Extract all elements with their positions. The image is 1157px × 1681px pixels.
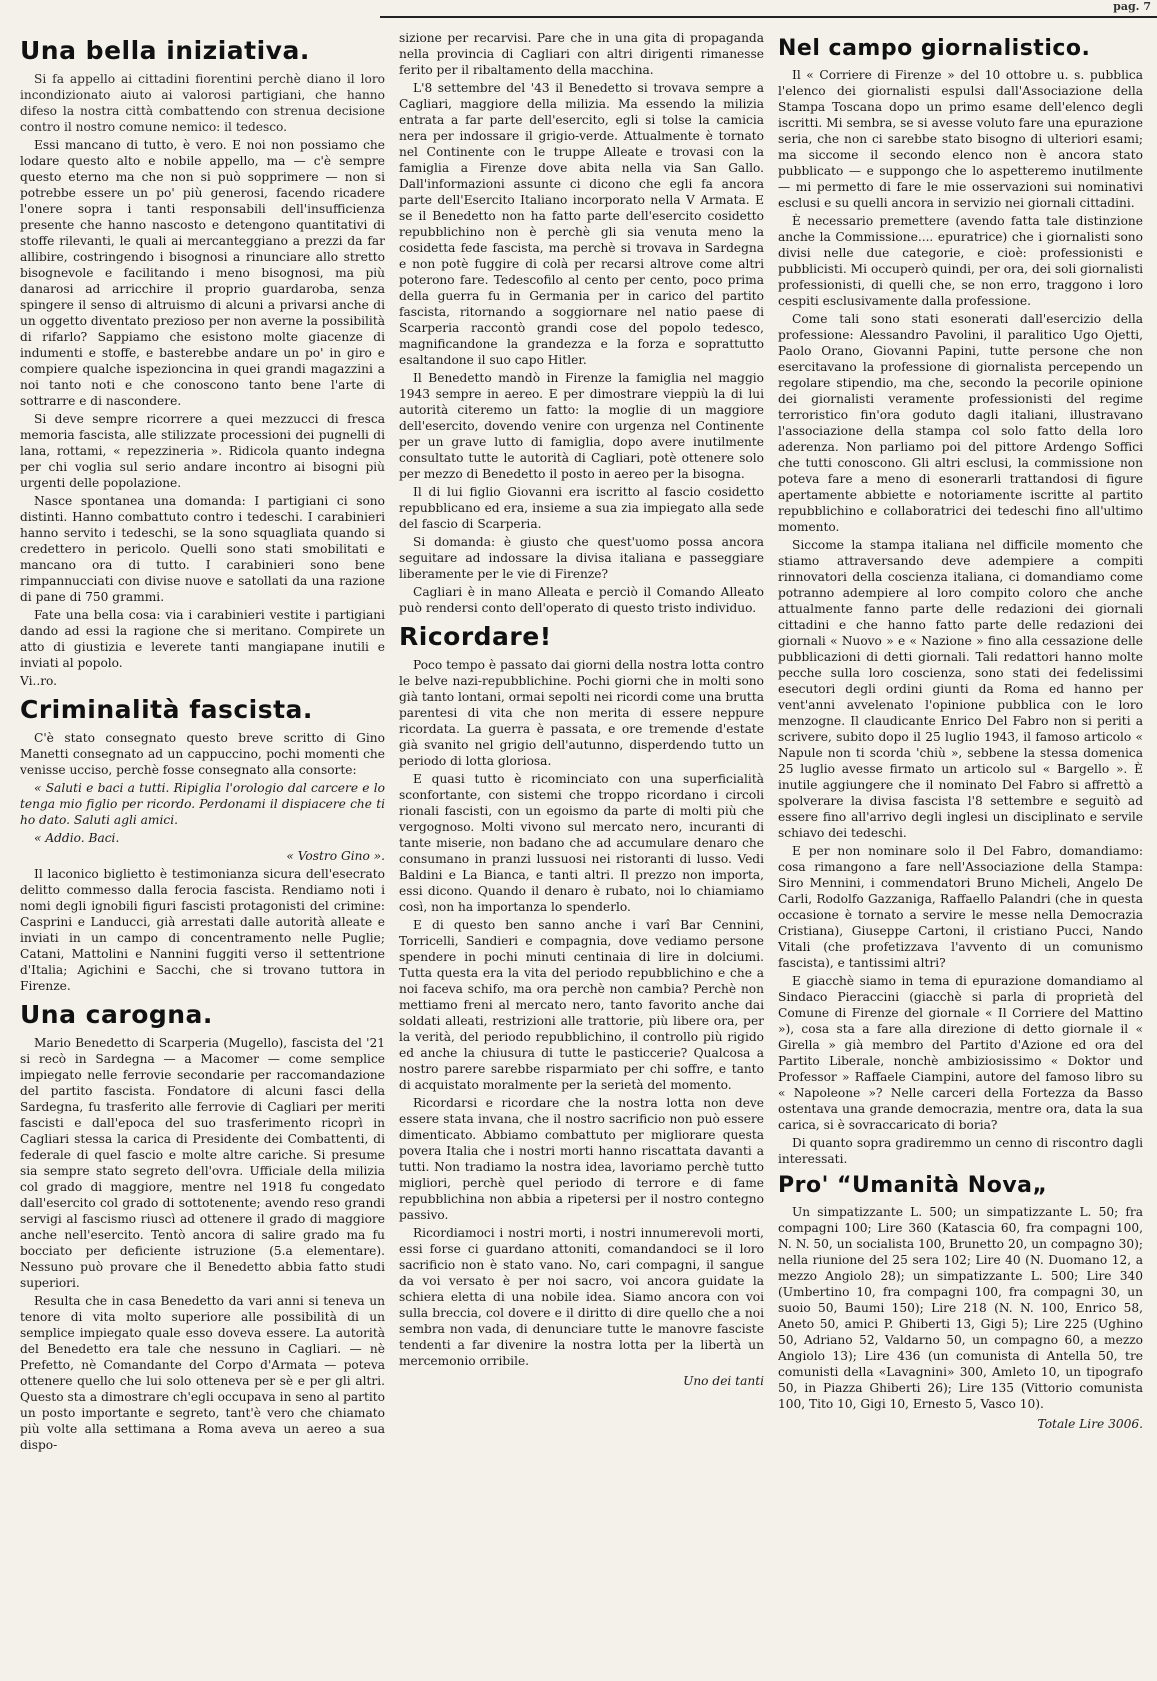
paragraph: E di questo ben sanno anche i varî Bar Cennini, Torricelli, Sandieri e compagnia, dove vediamo persone spendere in pochi minuti centinaia di lire in dolciumi. Tutta questa era la vita del periodo repubblichino e che a noi faceva schifo, ma ora perchè non cambia? Perchè non mettiamo freni al mercato nero, tanto favorito anche dai soldati alleati, restrizioni alle trattorie, più libere ora, per la verità, del periodo repubblichino, il controllo più rigido ed anche la chiusura di tutte le pasticcerie? Qualcosa a nostro parere sarebbe risparmiato per chi soffre, e tanto di acquistato moralmente per la serietà del momento. xyxy=(399,918,764,1092)
paragraph: Di quanto sopra gradiremmo un cenno di riscontro dagli interessati. xyxy=(778,1136,1143,1166)
paragraph: Come tali sono stati esonerati dall'esercizio della professione: Alessandro Pavolini, il paralitico Ugo Ojetti, Paolo Orano, Giovanni Papini, tutte persone che non esercitavano la professione di giornalista percependo un regolare stipendio, ma che, secondo la pecorile opinione dei giornalisti veramente professionisti del regime terroristico fin'ora goduto dagli italiani, illustravano l'associazione della stampa col solo fatto della loro aderenza. Non parliamo poi del pittore Ardengo Soffici che tutti conoscono. Gli altri esclusi, la commissione non poteva fare a meno di esonerarli trattandosi di figure apertamente abbiette e notoriamente iscritte al partito repubblichino e collaboratrici dei tedeschi fino all'ultimo momento. xyxy=(778,312,1143,534)
page-number: pag. 7 xyxy=(1113,0,1151,13)
article-title-una-carogna: Una carogna. xyxy=(20,1000,213,1029)
article-title-bella-iniziativa: Una bella iniziativa. xyxy=(20,36,310,65)
donation-list: Un simpatizzante L. 500; un simpatizzante L. 50; fra compagni 100; Lire 360 (Katascia 60, fra compagni 100, N. N. 50, un socialista 100, Brunetto 20, un compagno 30); nella riunione del 25 sera 102; Lire 40 (N. Duomano 12, a mezzo Angiolo 28); un simpatizzante L. 500; Lire 340 (Umbertino 10, fra compagni 100, fra compagni 30, un suoio 50, Baumi 150); Lire 218 (N. N. 100, Enrico 58, Aneto 50, amici P. Ghiberti 13, Gigi 5); Lire 225 (Ughino 50, Adriano 52, Valdarno 50, un compagno 60, a mezzo Angiolo 13); Lire 436 (un comunista di Antella 50, tre comunisti della «Lavagnini» 300, Amleto 10, un tipografo 50, in Piazza Ghiberti 26); Lire 135 (Vittorio comunista 100, Tito 10, Gigi 10, Ernesto 5, Vasco 10). xyxy=(778,1205,1143,1411)
paragraph: Poco tempo è passato dai giorni della nostra lotta contro le belve nazi-repubblichine. Pochi giorni che in molti sono già tanto lontani, ormai sepolti nei ricordi come una brutta parentesi di vita che non merita di essere neppure ricordata. La guerra è passata, e ore tremende d'estate già svanito nel grigio dell'autunno, disperdendo tutto un periodo di lotta gloriosa. xyxy=(399,658,764,768)
paragraph: Il « Corriere di Firenze » del 10 ottobre u. s. pubblica l'elenco dei giornalisti espulsi dall'Associazione della Stampa Toscana dopo un primo esame dell'elenco degli iscritti. Mi sembra, se si avesse voluto fare una epurazione seria, che non ci sarebbe stato bisogno di ulteriori esami; ma siccome il secondo elenco non è ancora stato pubblicato — e suppongo che lo aspetteremo inutilmente — mi permetto di fare le mie osservazioni sui nominativi esclusi e su quelli ancora in servizio nei giornali cittadini. xyxy=(778,68,1143,210)
article-signature: Uno dei tanti xyxy=(683,1374,764,1388)
paragraph: Fate una bella cosa: via i carabinieri vestite i partigiani dando ad essi la ragione che si meritano. Compirete un atto di giustizia e leverete tanti mangiapane inutili e inviati al popolo. xyxy=(20,608,385,670)
paragraph: Si deve sempre ricorrere a quei mezzucci di fresca memoria fascista, alle stilizzate processioni dei pugnelli di lana, rottami, « repezzineria ». Ridicola quanto indegna per chi voglia sul serio andare incontro ai bisogni più urgenti delle popolazione. xyxy=(20,412,385,490)
article-signature: Vi..ro. xyxy=(20,674,58,688)
paragraph: Cagliari è in mano Alleata e perciò il Comando Alleato può rendersi conto dell'operato di questo tristo individuo. xyxy=(399,585,764,615)
paragraph: Ricordarsi e ricordare che la nostra lotta non deve essere stata invana, che il nostro sacrificio non può essere dimenticato. Abbiamo combattuto per migliorare questa povera Italia che i nostri morti hanno riscattata davanti a tutti. Non tradiamo la nostra idea, lavoriamo perchè tutto migliori, perchè quel periodo di terrore e di fame repubblichina non abbia a ripetersi per il nostro contegno passivo. xyxy=(399,1096,764,1222)
article-title-campo-giornalistico: Nel campo giornalistico. xyxy=(778,36,1091,61)
article-body-una-carogna xyxy=(20,1035,385,1453)
column-2 xyxy=(399,30,764,1671)
article-body-campo-giornalistico xyxy=(778,67,1143,1167)
donation-total: Totale Lire 3006. xyxy=(1037,1417,1143,1431)
paragraph: « Addio. Baci. xyxy=(34,831,120,845)
paragraph: Nasce spontanea una domanda: I partigiani ci sono distinti. Hanno combattuto contro i tedeschi. I carabinieri hanno servito i tedeschi, se la sono squagliata quando si credettero in pericolo. Quelli sono stati smobilitati e mancano ora di tutto. I carabinieri sono bene rimpannucciati con divise nuove e satollati da una razione di pane di 750 grammi. xyxy=(20,494,385,604)
paragraph: Il di lui figlio Giovanni era iscritto al fascio cosidetto repubblicano ed era, insieme a sua zia impiegato alla sede del fascio di Scarperia. xyxy=(399,485,764,531)
top-rule xyxy=(380,16,1157,18)
paragraph: Si domanda: è giusto che quest'uomo possa ancora seguitare ad indossare la divisa italiana e passeggiare liberamente per le vie di Firenze? xyxy=(399,535,764,581)
paragraph: C'è stato consegnato questo breve scritto di Gino Manetti consegnato ad un cappuccino, pochi momenti che venisse ucciso, perchè fosse consegnato alla consorte: xyxy=(20,731,385,777)
paragraph: È necessario premettere (avendo fatta tale distinzione anche la Commissione.... epuratrice) che i giornalisti sono divisi nelle due categorie, e cioè: professionisti e pubblicisti. Mi occuperò quindi, per ora, dei soli giornalisti professionisti, di quelli che, se non erro, traggono i loro cespiti esclusivamente dalla professione. xyxy=(778,214,1143,308)
paragraph: Il Benedetto mandò in Firenze la famiglia nel maggio 1943 sempre in aereo. E per dimostrare vieppiù la di lui autorità citeremo un fatto: la moglie di un maggiore dell'esercito, dovendo venire con urgenza nel Continente per un grave lutto di famiglia, dopo avere inutilmente consultato tutte le autorità di Cagliari, potè ottenere solo per mezzo di Benedetto il posto in aereo per la bisogna. xyxy=(399,371,764,481)
article-title-ricordare: Ricordare! xyxy=(399,622,552,651)
paragraph: E quasi tutto è ricominciato con una superficialità sconfortante, con sistemi che troppo ricordano i circoli rionali fascisti, con un egoismo da parte di molti più che vergognoso. Molti vivono sul mercato nero, incuranti di tante miserie, non badano che ad accumulare denaro che consumano in pranzi lussuosi nei ristoranti di lusso. Vedi Baldini e La Bianca, e tanti altri. Il prezzo non importa, essi dicono. Quando il denaro è rubato, noi lo chiamiamo così, non ha importanza lo spenderlo. xyxy=(399,772,764,914)
paragraph: sizione per recarvisi. Pare che in una gita di propaganda nella provincia di Cagliari con altri dirigenti rimanesse ferito per il ribaltamento della macchina. xyxy=(399,31,764,77)
paragraph: Il laconico biglietto è testimonianza sicura dell'esecrato delitto commesso dalla ferocia fascista. Rendiamo noti i nomi degli ignobili figuri fascisti protagonisti del crimine: Casprini e Landucci, già arrestati dalle autorità alleate e inviati in un campo di concentramento nelle Puglie; Catani, Mattolini e Nannini fuggiti verso il settentrione d'Italia; Agichini e Sacchi, che si trovano tuttora in Firenze. xyxy=(20,867,385,993)
paragraph: Resulta che in casa Benedetto da vari anni si teneva un tenore di vita molto superiore alle possibilità di un semplice impiegato quale esso doveva essere. La autorità del Benedetto era tale che nessuno in Cagliari. — nè Prefetto, nè Comandante del Corpo d'Armata — poteva ottenere quello che lui solo otteneva per sè e per gli altri. Questo sta a dimostrare ch'egli occupava in seno al partito un posto importante e segreto, tant'è vero che chiamato più volte alla settimana a Roma aveva un aereo a sua dispo- xyxy=(20,1294,385,1452)
columns xyxy=(20,30,1143,1671)
paragraph: Essi mancano di tutto, è vero. E noi non possiamo che lodare questo alto e nobile appello, ma — c'è sempre questo eterno ma che non si può sopprimere — non si potrebbe essere un po' più generosi, facendo ricadere l'onere sopra i tanti responsabili dell'insufficienza presente che hanno nascosto e detengono quantitativi di stoffe rilevanti, le quali ai mercanteggiano a prezzi da far allibire, costringendo i bisognosi a rinunciare allo stretto bisognevole e facilitando i meno bisognosi, ma più danarosi ad arricchire il proprio guardaroba, senza spingere il senso di altruismo di alcuni a privarsi anche di un oggetto diventato prezioso per non averne la possibilità di rifarlo? Sappiamo che esistono molte giacenze di indumenti e stoffe, e basterebbe andare un po' in giro e compiere qualche ispezioncina in quei grandi magazzini a noi tanto noti e che conoscono tanto bene l'arte di sottrarre e di nascondere. xyxy=(20,138,385,408)
paragraph: Si fa appello ai cittadini fiorentini perchè diano il loro incondizionato aiuto ai valorosi partigiani, che hanno difeso la nostra città combattendo con strenua decisione contro il nostro comune nemico: il tedesco. xyxy=(20,72,385,134)
article-title-pro-umanita-nova: Pro' “Umanità Nova„ xyxy=(778,1173,1048,1198)
column-3 xyxy=(778,30,1143,1671)
paragraph: Ricordiamoci i nostri morti, i nostri innumerevoli morti, essi forse ci guardano attoniti, comandandoci se il loro sacrificio non è stato vano. No, cari compagni, il sangue da voi versato è per noi sacro, voi ancora guidate la schiera eletta di una nobile idea. Siamo ancora con voi sulla breccia, col dovere e il diritto di dire quello che a noi sembra non vada, di denunciare tutte le manovre fasciste tendenti a far divenire la nostra lotta per la libertà un mercemonio orribile. xyxy=(399,1226,764,1368)
paragraph: E per non nominare solo il Del Fabro, domandiamo: cosa rimangono a fare nell'Associazione della Stampa: Siro Mennini, i commendatori Bruno Micheli, Angelo De Carli, Rodolfo Gazzaniga, Raffaello Palandri (che in questa occasione è tornato a servire le messe nella Democrazia Cristiana), Giuseppe Cartoni, il cristiano Pucci, Nando Vitali (che profetizzava l'avvento di un comunismo fascista), e tantissimi altri? xyxy=(778,844,1143,970)
article-body-pro-umanita-nova xyxy=(778,1204,1143,1432)
article-body-ricordare xyxy=(399,657,764,1389)
paragraph: Mario Benedetto di Scarperia (Mugello), fascista del '21 si recò in Sardegna — a Macomer — come semplice impiegato nelle ferrovie secondarie per raccomandazione del partito fascista. Fondatore di alcuni fasci della Sardegna, fu trasferito alle ferrovie di Cagliari per meriti fascisti e dall'epoca del suo trasferimento ricoprì in Cagliari stessa la carica di Presidente dei Combattenti, di federale di quel fascio e molte altre cariche. Si presume sia sempre stato segreto dell'ovra. Ufficiale della milizia col grado di maggiore, mentre nel 1918 fu congedato dall'esercito col grado di sottotenente; avendo reso grandi servigi al fascismo riuscì ad ottenere il grado di maggiore anche nell'esercito. Tentò ancora di salire grado ma fu bocciato per deficiente istruzione (5.a elementare). Nessuno può provare che il Benedetto abbia fatto studi superiori. xyxy=(20,1036,385,1290)
article-body-criminalita-fascista xyxy=(20,730,385,994)
article-title-criminalita-fascista: Criminalità fascista. xyxy=(20,695,313,724)
paragraph: L'8 settembre del '43 il Benedetto si trovava sempre a Cagliari, maggiore della milizia. Ma essendo la milizia entrata a far parte dell'esercito, egli si tolse la camicia nera per indossare il grigio-verde. Attualmente è tornato nel Continente con le truppe Alleate e trovasi con la famiglia a Firenze dove abita nella via San Gallo. Dall'informazioni assunte ci dicono che egli fa ancora parte dell'Esercito Italiano incorporato nella V Armata. E se il Benedetto non ha fatto parte dell'esercito cosidetto repubblichino non è perchè gli sia venuta meno la cosidetta fede fascista, ma perchè si trovava in Sardegna e non potè fuggire di colà per recarsi altrove come altri poterono fare. Tedescofilo al cento per cento, poco prima della guerra fu in Germania per in carico del partito fascista, ritornando a soggiornare nel natio paese di Scarperia raccontò grandi cose del popolo tedesco, magnificandone la grandezza e la forza e soprattutto esaltandone il suo capo Hitler. xyxy=(399,81,764,367)
paragraph: Siccome la stampa italiana nel difficile momento che stiamo attraversando deve adempiere a compiti rinnovatori della coscienza italiana, ci domandiamo come potranno adempiere al loro compito coloro che anche attualmente fanno parte delle redazioni dei giornali cittadini e che hanno fatto parte delle redazioni dei giornali « Nuovo » e « Nazione » fino alla cessazione delle pubblicazioni di detti giornali. Tali redattori hanno molte pecche sulla loro coscienza, sono stati dei fedelissimi esecutori degli ordini giunti da Roma ed hanno per vent'anni avvelenato l'opinione pubblica con le loro menzogne. Il claudicante Enrico Del Fabro non si periti a scrivere, subito dopo il 25 luglio 1943, il famoso articolo « Napule non ti scorda 'chiù », sebbene la stessa domenica 25 luglio avesse firmato un articolo sul « Bargello ». È inutile aggiungere che il nominato Del Fabro si affrettò a spolverare la divisa fascista l'8 settembre e seguitò ad essere fino all'arrivo degli inglesi un disciplinato e servile schiavo dei tedeschi. xyxy=(778,538,1143,840)
article-signature: « Vostro Gino ». xyxy=(286,849,385,863)
column-1 xyxy=(20,30,385,1671)
article-body-bella-iniziativa xyxy=(20,71,385,689)
article-continuation-una-carogna xyxy=(399,30,764,616)
paragraph: « Saluti e baci a tutti. Ripiglia l'orologio dal carcere e lo tenga mio figlio per ricordo. Perdonami il dispiacere che ti ho dato. Saluti agli amici. xyxy=(20,781,385,827)
paragraph: E giacchè siamo in tema di epurazione domandiamo al Sindaco Pieraccini (giacchè si parla di proprietà del Comune di Firenze del giornale « Il Corriere del Mattino »), cosa sta a fare alla direzione di detto giornale il « Girella » già membro del Partito d'Azione ed ora del Partito Liberale, nonchè ambiziosissimo « Doktor und Professor » Raffaele Ciampini, autore del famoso libro su « Napoleone »? Nelle carceri della Fortezza da Basso ostentava una grande democrazia, mentre ora, data la sua carica, si è sovraccaricato di boria? xyxy=(778,974,1143,1132)
